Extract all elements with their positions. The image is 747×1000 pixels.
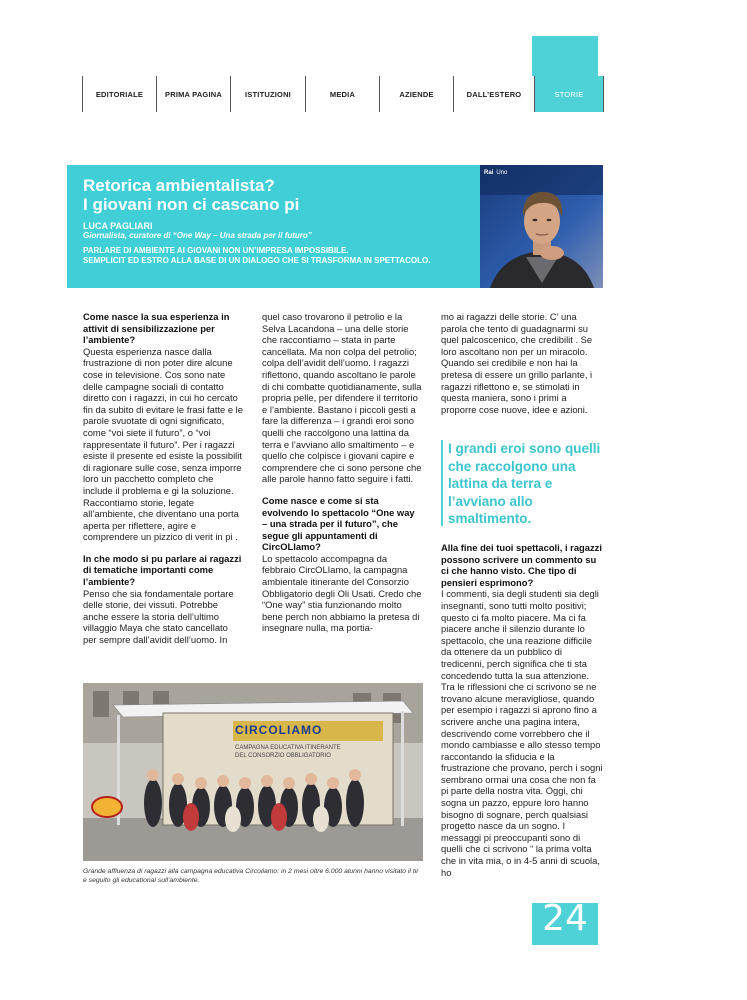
question-4: Alla fine dei tuoi spettacoli, i ragazzi possono scrivere un commento su ci che hanno visto. Che tipo di pensieri esprimono? [441,542,602,588]
article-lead [83,246,483,266]
question-1: Come nasce la sua esperienza in attivit di sensibilizzazione per l’ambiente? [83,311,230,346]
pull-quote: I grandi eroi sono quelli che raccolgono una lattina da terra e l’avviano allo smaltimento. [441,440,603,526]
event-photo [83,683,423,861]
tab-editoriale[interactable]: EDITORIALE [83,76,157,112]
tab-aziende[interactable]: AZIENDE [380,76,454,112]
truck-banner-line-2: DEL CONSORZIO OBBLIGATORIO [235,753,331,759]
answer-2: Penso che sia fondamentale portare delle storie, dei vissuti. Potrebbe anche essere la storia dell’ultimo villaggio Maya che stato cancellato per sempre dall’avidit dell’uomo. In [83,587,234,646]
truck-sign: CIRCOLIAMO [235,723,323,737]
tab-media[interactable]: MEDIA [306,76,380,112]
answer-4: I commenti, sia degli studenti sia degli insegnanti, sono tutti molto positivi; questo ci fa molto piacere. Ma ci fa piacere anche il silenzio durante lo spettacolo, che una reazione difficile da ottenere da un pubblico di tredicenni, perch significa che ti sta concedendo tutta la sua attenzione. Tra le riflessioni che ci scrivono se ne trovano alcune meravigliose, quando per esempio i ragazzi si aprono fino a scrivere anche una pagina intera, descrivendo come vorrebbero che il mondo cambiasse e allo stesso tempo raccontando la sfiducia e la frustrazione che provano, perch i sogni sembrano ormai una cosa che non fa pi parte della nostra vita. Oggi, chi sogna un pazzo, eppure loro hanno bisogno di sognare, perch qualsiasi progetto nasce da un sogno. I messaggi pi preoccupanti sono di quelli che ci scrivono “ la prima volta che in vita mia, o in 4-5 anni di scuola, ho [441,588,603,878]
column-2 [262,311,422,634]
author-name: LUCA PAGLIARI [83,221,153,231]
article-title [83,176,473,214]
question-2: In che modo si pu parlare ai ragazzi di tematiche importanti come l’ambiente? [83,552,242,588]
section-nav [82,76,604,112]
tab-storie[interactable]: STORIE [535,76,604,112]
title-line-2: I giovani non ci cascano pi [83,195,300,214]
answer-3: Lo spettacolo accompagna da febbraio CircOLIamo, la campagna ambientale itinerante del Consorzio Obbligatorio degli Oli Usati. Credo che “One way” stia funzionando molto bene perch non abbiamo la pretesa di insegnare nulla, ma portia- [262,552,422,634]
author-role: Giornalista, curatore di “One Way – Una strada per il futuro” [83,231,312,240]
answer-2-continued: quel caso trovarono il petrolio e la Selva Lacandona – una delle storie che raccontiamo – stata in parte cancellata. Ma non colpa del petrolio; colpa dell’avidit dell’uomo. I ragazzi riflettono, quando ascoltano le parole di chi combatte quotidianamente, sulla propria pelle, per difendere il territorio e l’ambiente. Bastano i piccoli gesti a fare la differenza – i grandi eroi sono quelli che raccolgono una lattina da terra e l’avviano allo smaltimento – e quello che colpisce i giovani capire e comprendere che ci sono persone che alle parole hanno fatto seguire i fatti. [262,311,422,485]
tab-dallestero[interactable]: DALL’ESTERO [454,76,535,112]
channel-name-text: Uno [496,170,508,176]
tab-istituzioni[interactable]: ISTITUZIONI [231,76,306,112]
column-1 [83,311,243,646]
lead-line-2: SEMPLICIT ED ESTRO ALLA BASE DI UN DIALOGO CHE SI TRASFORMA IN SPETTACOLO. [83,256,431,265]
answer-3-continued: mo ai ragazzi delle storie. C’ una parola che tento di guadagnarmi su quel palcoscenico, che credibilit . Se loro ascoltano non per un miracolo. Quando sei credibile e non hai la pretesa di essere un grillo parlante, i ragazzi riflettono e, se stimolati in questa maniera, sono i primi a proporre cose nuove, idee e azioni. [441,311,593,415]
channel-logo [484,170,507,176]
nav-accent-block [532,36,598,76]
rai-logo-text: Rai [484,170,494,176]
answer-1: Questa esperienza nasce dalla frustrazione di non poter dire alcune cose in televisione. Cos sono nate delle campagne sociali di contatto diretto con i ragazzi, in cui ho cercato fin da subito di evitare le frasi fatte e le parole svuotate di ogni significato, come “voi siete il futuro”, o “voi rappresentate il futuro”. Per i ragazzi esiste il presente ed esiste la possibilit di ragionare sulle cose, senza imporre loro un pacchetto completo che include il problema e gi la soluzione. Raccontiamo storie, legate all’ambiente, che diventano una porta aperta per riflettere, agire e comprendere un pizzico di verit in pi . [83,345,243,543]
page-number: 24 [542,898,588,939]
author-portrait [480,165,603,288]
photo-caption: Grande affluenza di ragazzi alla campagna educativa Circoliamo: in 2 mesi oltre 6.000 alunni hanno visitato il tir e seguito gli educational sull’ambiente. [83,868,419,884]
truck-banner-line-1: CAMPAGNA EDUCATIVA ITINERANTE [235,745,341,751]
title-line-1: Retorica ambientalista? [83,176,275,195]
question-3: Come nasce e come si sta evolvendo lo spettacolo “One way – una strada per il futuro”, che segue gli appuntamenti di CircOLIamo? [262,494,415,553]
tab-prima-pagina[interactable]: PRIMA PAGINA [157,76,231,112]
lead-line-1: PARLARE DI AMBIENTE AI GIOVANI NON UN’IMPRESA IMPOSSIBILE. [83,246,349,255]
column-3-top [441,311,603,415]
column-3-bottom [441,542,603,878]
